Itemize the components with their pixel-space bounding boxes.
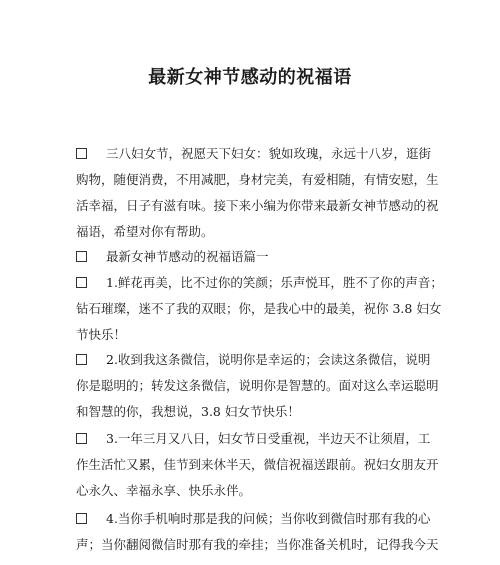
paragraph-line: 1.鲜花再美，比不过你的笑颜；乐声悦耳，胜不了你的声音； xyxy=(106,275,443,290)
paragraph xyxy=(76,347,439,425)
paragraph-line: 声；当你翻阅微信时那有我的牵挂；当你准备关机时，记得我今天 xyxy=(76,537,439,552)
checkbox-bullet-icon xyxy=(76,251,87,262)
section-heading xyxy=(76,244,421,270)
paragraph-line: 钻石璀璨，迷不了我的双眼；你，是我心中的最美，祝你 3.8 妇女 xyxy=(76,301,442,316)
paragraph-line: 作生活忙又累，佳节到来休半天，微信祝福送跟前。祝妇女朋友开 xyxy=(76,457,439,472)
paragraph-line: 心永久、幸福永享、快乐永伴。 xyxy=(76,483,252,498)
checkbox-bullet-icon xyxy=(76,354,87,365)
heading-text: 最新女神节感动的祝福语篇一 xyxy=(106,249,269,264)
paragraph-line: 福语，希望对你有帮助。 xyxy=(76,224,214,239)
document-title: 最新女神节感动的祝福语 xyxy=(148,67,352,88)
paragraph-line: 节快乐！ xyxy=(76,327,127,342)
paragraph-line: 2.收到我这条微信，说明你是幸运的；会读这条微信，说明 xyxy=(106,352,431,367)
paragraph-line: 购物，随便消费，不用减肥，身材完美，有爱相随，有情安慰，生 xyxy=(76,172,439,187)
paragraph-line: 你是聪明的；转发这条微信，说明你是智慧的。面对这么幸运聪明 xyxy=(76,378,439,393)
paragraph-line: 活幸福，日子有滋有味。接下来小编为你带来最新女神节感动的祝 xyxy=(76,198,439,213)
paragraph xyxy=(76,270,443,348)
paragraph-line: 和智慧的你，我想说，3.8 妇女节快乐！ xyxy=(76,404,300,419)
checkbox-bullet-icon xyxy=(76,513,87,524)
paragraph xyxy=(76,426,439,504)
paragraph-line: 4.当你手机响时那是我的问候；当你收到微信时那有我的心 xyxy=(106,511,431,526)
checkbox-bullet-icon xyxy=(76,277,87,288)
paragraph-line: 3.一年三月又八日，妇女节日受重视，半边天不让须眉，工 xyxy=(106,431,431,446)
paragraph-line: 三八妇女节，祝愿天下妇女：貌如玫瑰，永远十八岁，逛街 xyxy=(106,146,432,161)
checkbox-bullet-icon xyxy=(76,148,87,159)
checkbox-bullet-icon xyxy=(76,433,87,444)
paragraph xyxy=(76,141,439,245)
paragraph xyxy=(76,506,439,558)
